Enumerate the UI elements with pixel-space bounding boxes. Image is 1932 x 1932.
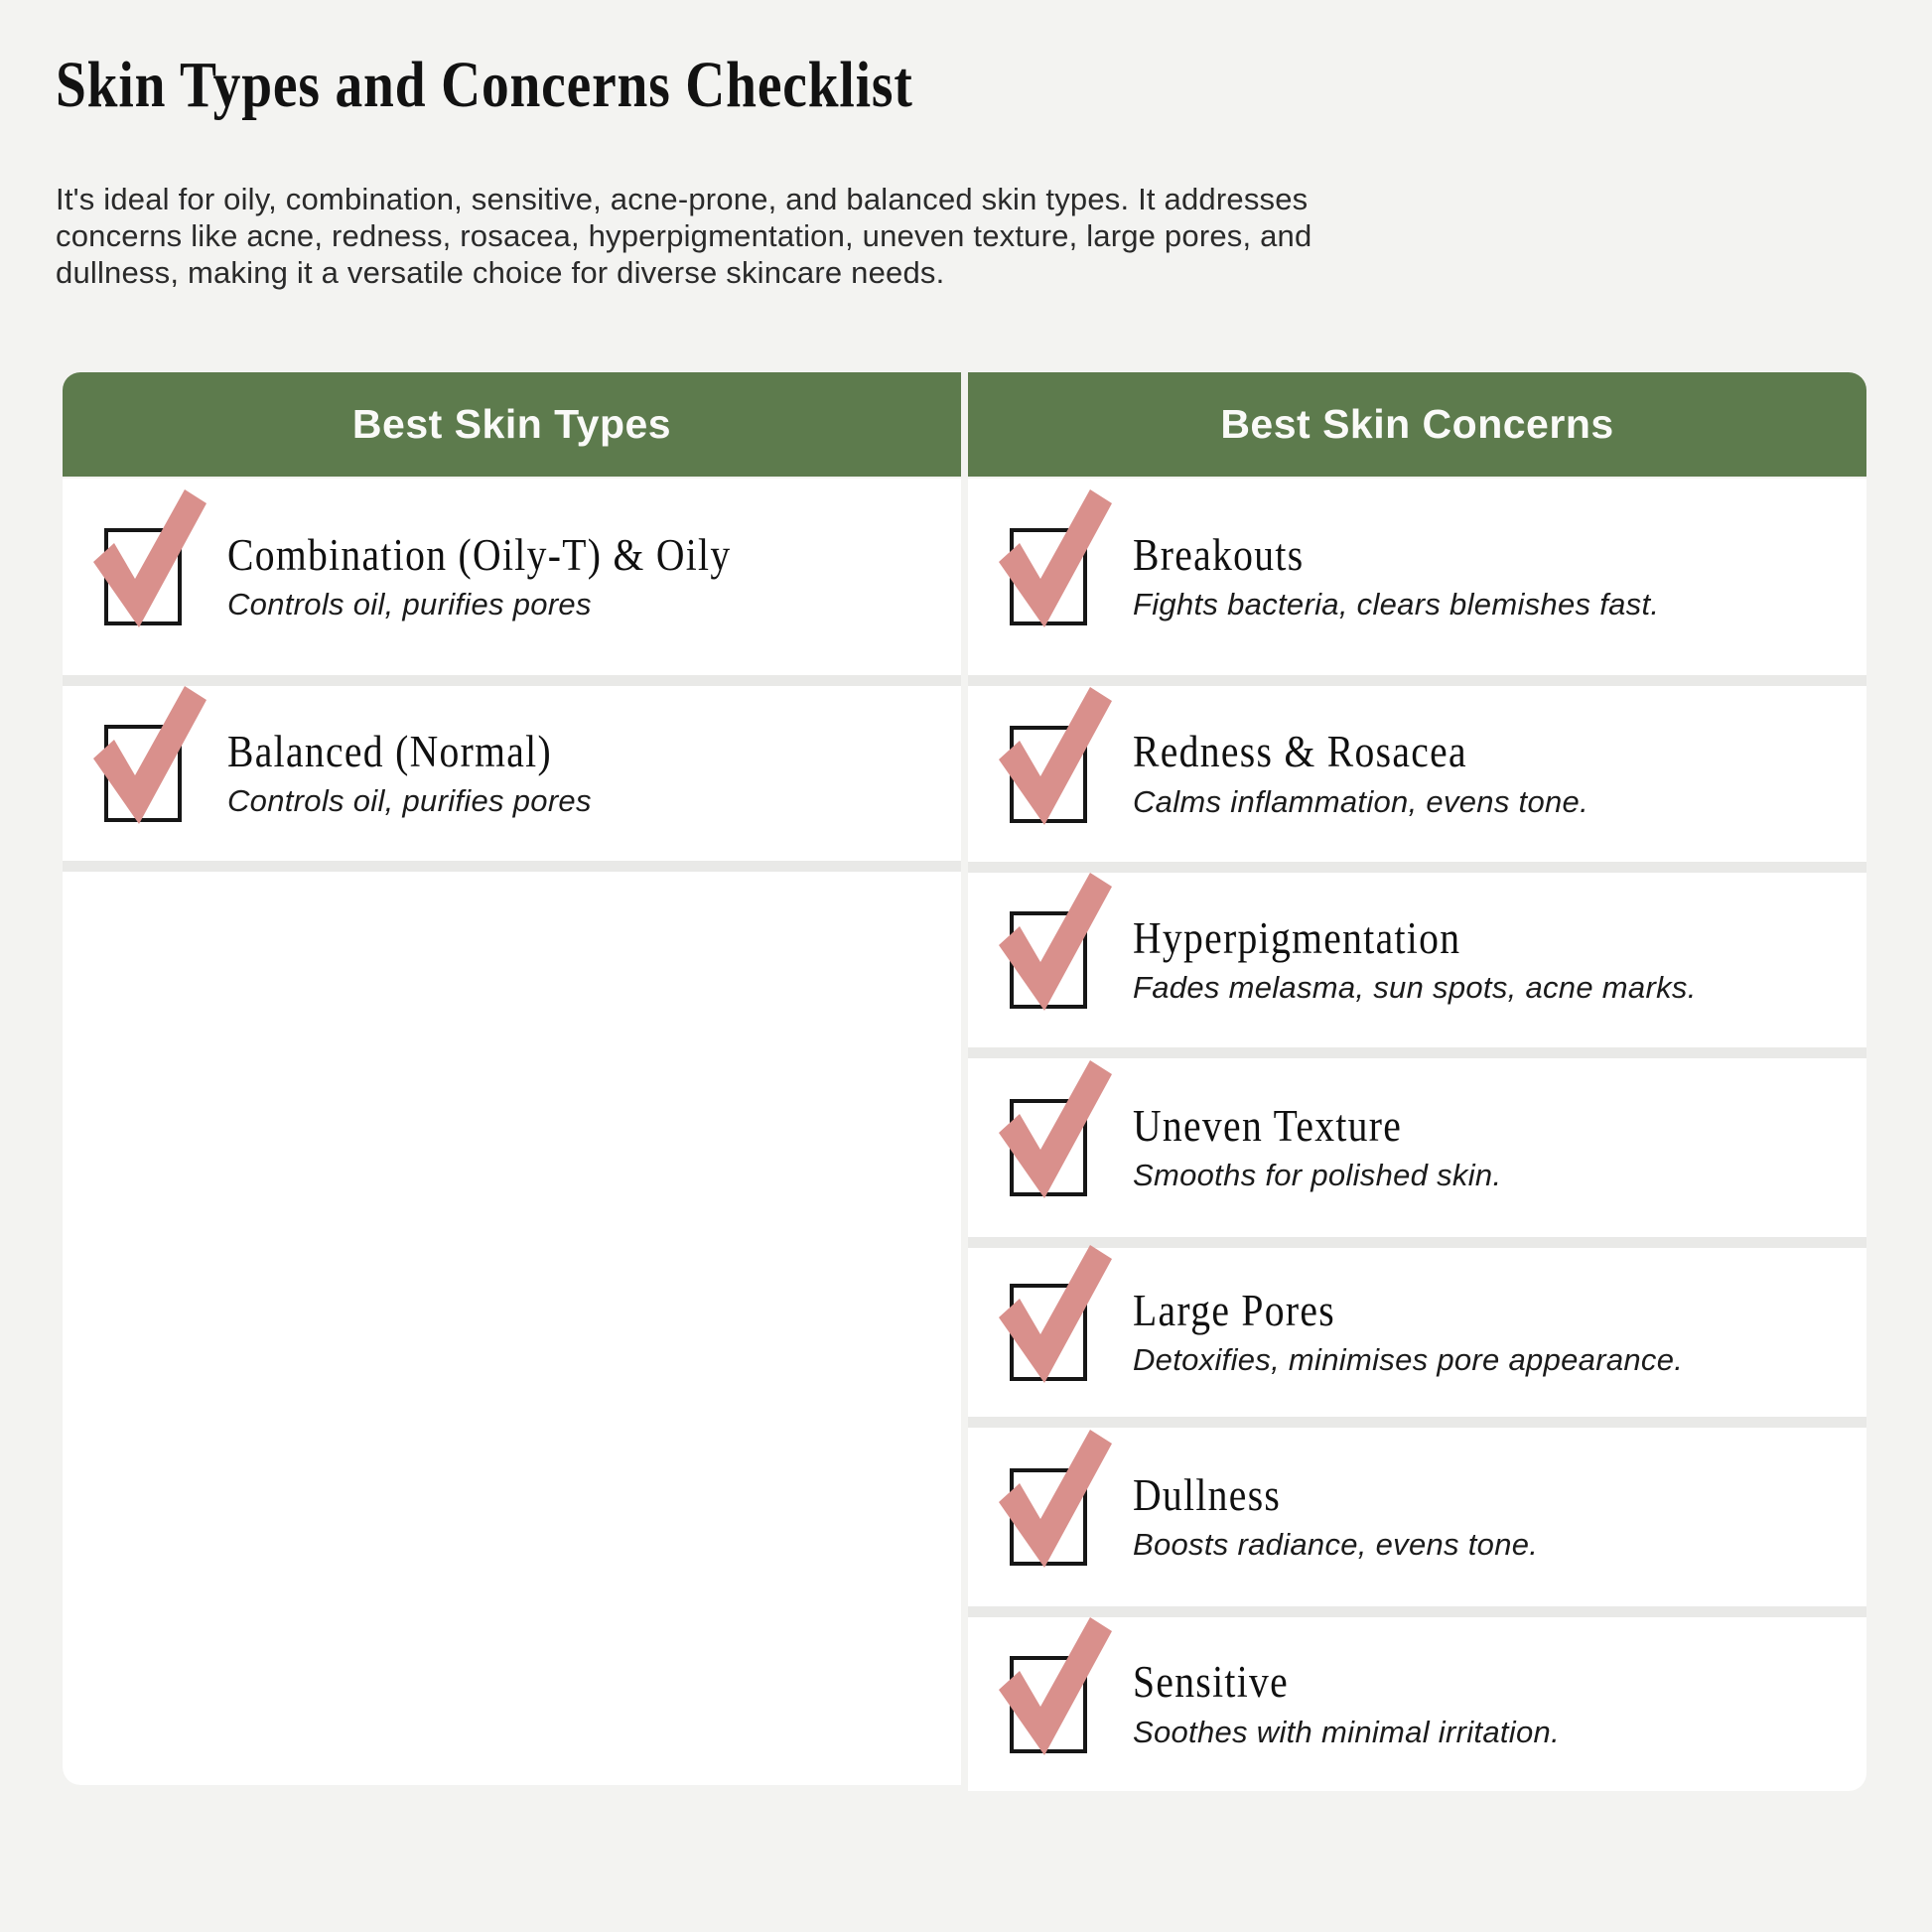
row-text — [1133, 1287, 1683, 1379]
checkmark-icon — [90, 683, 209, 827]
checklist-row — [63, 686, 961, 861]
row-text — [1133, 1471, 1538, 1564]
checklist-row — [968, 1248, 1866, 1417]
checkmark-icon — [996, 1242, 1115, 1386]
item-title: Combination (Oily-T) & Oily — [227, 529, 732, 580]
column-header-skin-types: Best Skin Types — [63, 372, 961, 477]
checkmark-icon — [996, 684, 1115, 828]
checkbox[interactable] — [1010, 528, 1087, 625]
checkmark-icon — [996, 1614, 1115, 1758]
empty-cell — [63, 872, 961, 1785]
checkbox[interactable] — [104, 725, 182, 822]
item-title: Uneven Texture — [1133, 1100, 1403, 1151]
checklist-row — [968, 1617, 1866, 1791]
column-header-skin-concerns: Best Skin Concerns — [968, 372, 1866, 477]
item-subtitle: Soothes with minimal irritation. — [1133, 1714, 1560, 1749]
checkmark-icon — [996, 870, 1115, 1014]
checkmark-icon — [996, 486, 1115, 630]
checkbox[interactable] — [1010, 1284, 1087, 1381]
checkbox[interactable] — [1010, 911, 1087, 1009]
checkmark-icon — [90, 486, 209, 630]
checklist-row — [968, 479, 1866, 675]
checklist-row — [968, 1058, 1866, 1237]
item-subtitle: Boosts radiance, evens tone. — [1133, 1527, 1539, 1563]
checkbox[interactable] — [104, 528, 182, 625]
item-subtitle: Controls oil, purifies pores — [227, 587, 592, 622]
item-subtitle: Calms inflammation, evens tone. — [1133, 783, 1588, 819]
checkbox[interactable] — [1010, 1468, 1087, 1566]
item-title: Sensitive — [1133, 1657, 1290, 1708]
checklist-row — [968, 686, 1866, 862]
item-title: Large Pores — [1133, 1285, 1336, 1335]
item-subtitle: Smooths for polished skin. — [1133, 1158, 1502, 1193]
skin-concerns-rows — [968, 479, 1866, 1785]
item-subtitle: Detoxifies, minimises pore appearance. — [1133, 1342, 1684, 1378]
item-subtitle: Controls oil, purifies pores — [227, 783, 592, 819]
row-text — [227, 531, 800, 623]
checklist-table — [63, 372, 1866, 1785]
row-text — [1133, 728, 1588, 820]
column-skin-types — [63, 372, 961, 1785]
intro-line: dullness, making it a versatile choice for diverse skincare needs. — [56, 255, 945, 290]
item-title: Balanced (Normal) — [227, 726, 553, 776]
checklist-row — [63, 479, 961, 675]
checkmark-icon — [996, 1427, 1115, 1571]
checkmark-icon — [996, 1057, 1115, 1201]
row-text — [1133, 1658, 1560, 1750]
item-title: Redness & Rosacea — [1133, 727, 1467, 777]
row-text — [227, 728, 597, 820]
row-text — [1133, 914, 1697, 1007]
checkbox[interactable] — [1010, 1656, 1087, 1753]
intro-line: concerns like acne, redness, rosacea, hyperpigmentation, uneven texture, large pores, and — [56, 218, 1312, 253]
row-text — [1133, 531, 1659, 623]
checklist-row — [968, 1428, 1866, 1606]
item-title: Hyperpigmentation — [1133, 912, 1461, 963]
row-text — [1133, 1102, 1501, 1194]
checkbox[interactable] — [1010, 1099, 1087, 1196]
item-subtitle: Fights bacteria, clears blemishes fast. — [1133, 587, 1660, 622]
intro-paragraph — [56, 181, 1311, 291]
column-skin-concerns — [968, 372, 1866, 1785]
skin-types-rows — [63, 479, 961, 1785]
checkbox[interactable] — [1010, 726, 1087, 823]
page-title: Skin Types and Concerns Checklist — [56, 49, 913, 121]
item-title: Breakouts — [1133, 529, 1305, 580]
item-title: Dullness — [1133, 1469, 1282, 1520]
item-subtitle: Fades melasma, sun spots, acne marks. — [1133, 970, 1697, 1006]
intro-line: It's ideal for oily, combination, sensitive, acne-prone, and balanced skin types. It addresses — [56, 182, 1309, 216]
checklist-row — [968, 873, 1866, 1047]
